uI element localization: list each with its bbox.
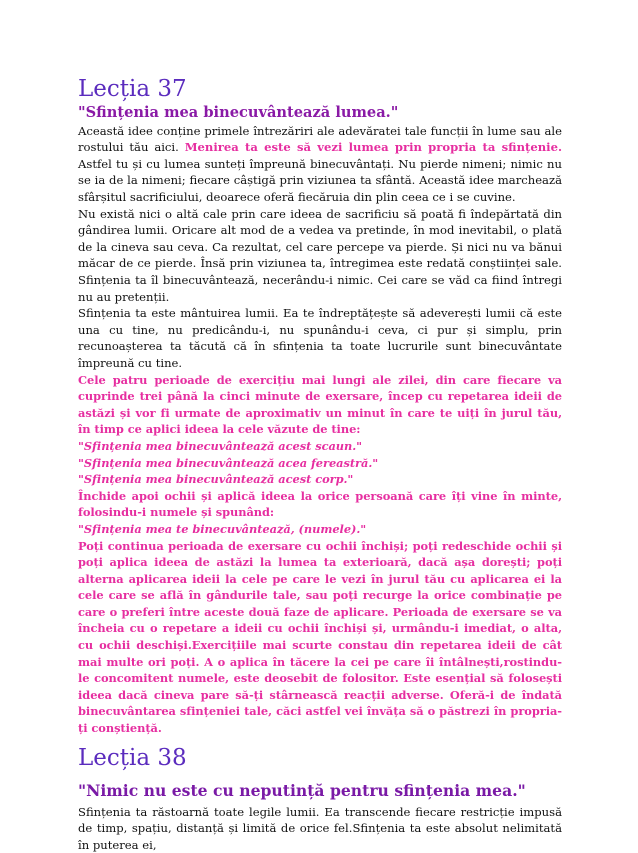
lesson-37-title: Lecția 37 (78, 76, 187, 102)
lesson-37-quote-1: "Sfințenia mea binecuvântează acest scaun." (78, 438, 363, 453)
lesson-37-quote-2: "Sfințenia mea binecuvântează acea fereastră." (78, 455, 379, 470)
lesson-37-paragraph-4: Cele patru perioade de exercițiu mai lungi ale zilei, din care fiecare va cuprinde trei până la cinci minute de exersare, încep cu repetarea ideii de astăzi și vor fi urmate de aproximativ un minut în care te uiți în jurul tău, în timp ce aplici ideea la cele văzute de tine: (78, 372, 562, 437)
lesson-37-paragraph-1 (78, 123, 562, 206)
lesson-37-p1-end: Astfel tu și cu lumea sunteți împreună binecuvântați. Nu pierde nimeni; nimic nu se ia de la nimeni; fiecare câștigă prin viziunea ta sfântă. Această idee marchează sfârșitul sacrificiului, deoarece oferă fiecăruia din plin ceea ce i se cuvine. (78, 156, 562, 205)
lesson-37-p1-highlight: Menirea ta este să vezi lumea prin propria ta sfințenie. (184, 140, 562, 155)
lesson-38-paragraph-1: Sfințenia ta răstoarnă toate legile lumii. Ea transcende fiecare restricție impusă de timp, spațiu, distanță și limită de orice fel.Sfințenia ta este absolut nelimitată în puterea ei, (78, 804, 562, 852)
lesson-38-title: Lecția 38 (78, 744, 187, 771)
lesson-37-paragraph-5: Închide apoi ochii și aplică ideea la orice persoană care îți vine în minte, folosindu-i numele și spunând: (78, 488, 562, 520)
lesson-37-subtitle: "Sfințenia mea binecuvântează lumea." (78, 104, 399, 122)
lesson-37-paragraph-6: Poți continua perioada de exersare cu ochii închiși; poți redeschide ochii și poți aplica ideea de astăzi la lumea ta exterioară, dacă așa dorești; poți alterna aplicarea ideii la cele pe care le vezi în jurul tău cu aplicarea ei la cele care se află în gândurile tale, sau poți recurge la orice combinație pe care o preferi între aceste două faze de aplicare. Perioada de exersare se va încheia cu o repetare a ideii cu ochii închiși și, urmându-i imediat, o alta, cu ochii deschiși.Exercițiile mai scurte constau din repetarea ideii de cât mai multe ori poți. A o aplica în tăcere la cei pe care îi întâlnești,rostindu-le concomitent numele, este deosebit de folositor. Este esențial să folosești ideea dacă cineva pare să-ți stârnească reacții adverse. Oferă-i de îndată binecuvântarea sfințeniei tale, căci astfel vei învăța să o păstrezi în propria-ți conștiență. (78, 538, 562, 736)
lesson-37-quote-4: "Sfințenia mea te binecuvântează, (numele)." (78, 521, 367, 536)
lesson-37-paragraph-2: Nu există nici o altă cale prin care ideea de sacrificiu să poată fi îndepărtată din gândirea lumii. Oricare alt mod de a vedea va pretinde, în mod inevitabil, o plată de la cineva sau ceva. Ca rezultat, cel care percepe va pierde. Și nici nu va bănui măcar de ce pierde. Însă prin viziunea ta, întregimea este redată conștiinței sale. Sfințenia ta îl binecuvântează, necerându-i nimic. Cei care se văd ca fiind întregi nu au pretenții. (78, 206, 562, 304)
lesson-37-paragraph-3: Sfințenia ta este mântuirea lumii. Ea te îndreptățește să adeverești lumii că este una cu tine, nu predicându-i, nu spunându-i ceva, ci pur și simplu, prin recunoașterea ta tăcută că în sfințenia ta toate lucrurile sunt binecuvântate împreună cu tine. (78, 306, 562, 370)
lesson-37-p1-start: Această idee conține primele întrezăriri ale adevăratei tale funcții în lume sau ale rostului tău aici. (78, 123, 562, 155)
lesson-37-quote-3: "Sfințenia mea binecuvântează acest corp." (78, 472, 354, 487)
lesson-38-subtitle: "Nimic nu este cu neputință pentru sfințenia mea." (78, 781, 526, 801)
